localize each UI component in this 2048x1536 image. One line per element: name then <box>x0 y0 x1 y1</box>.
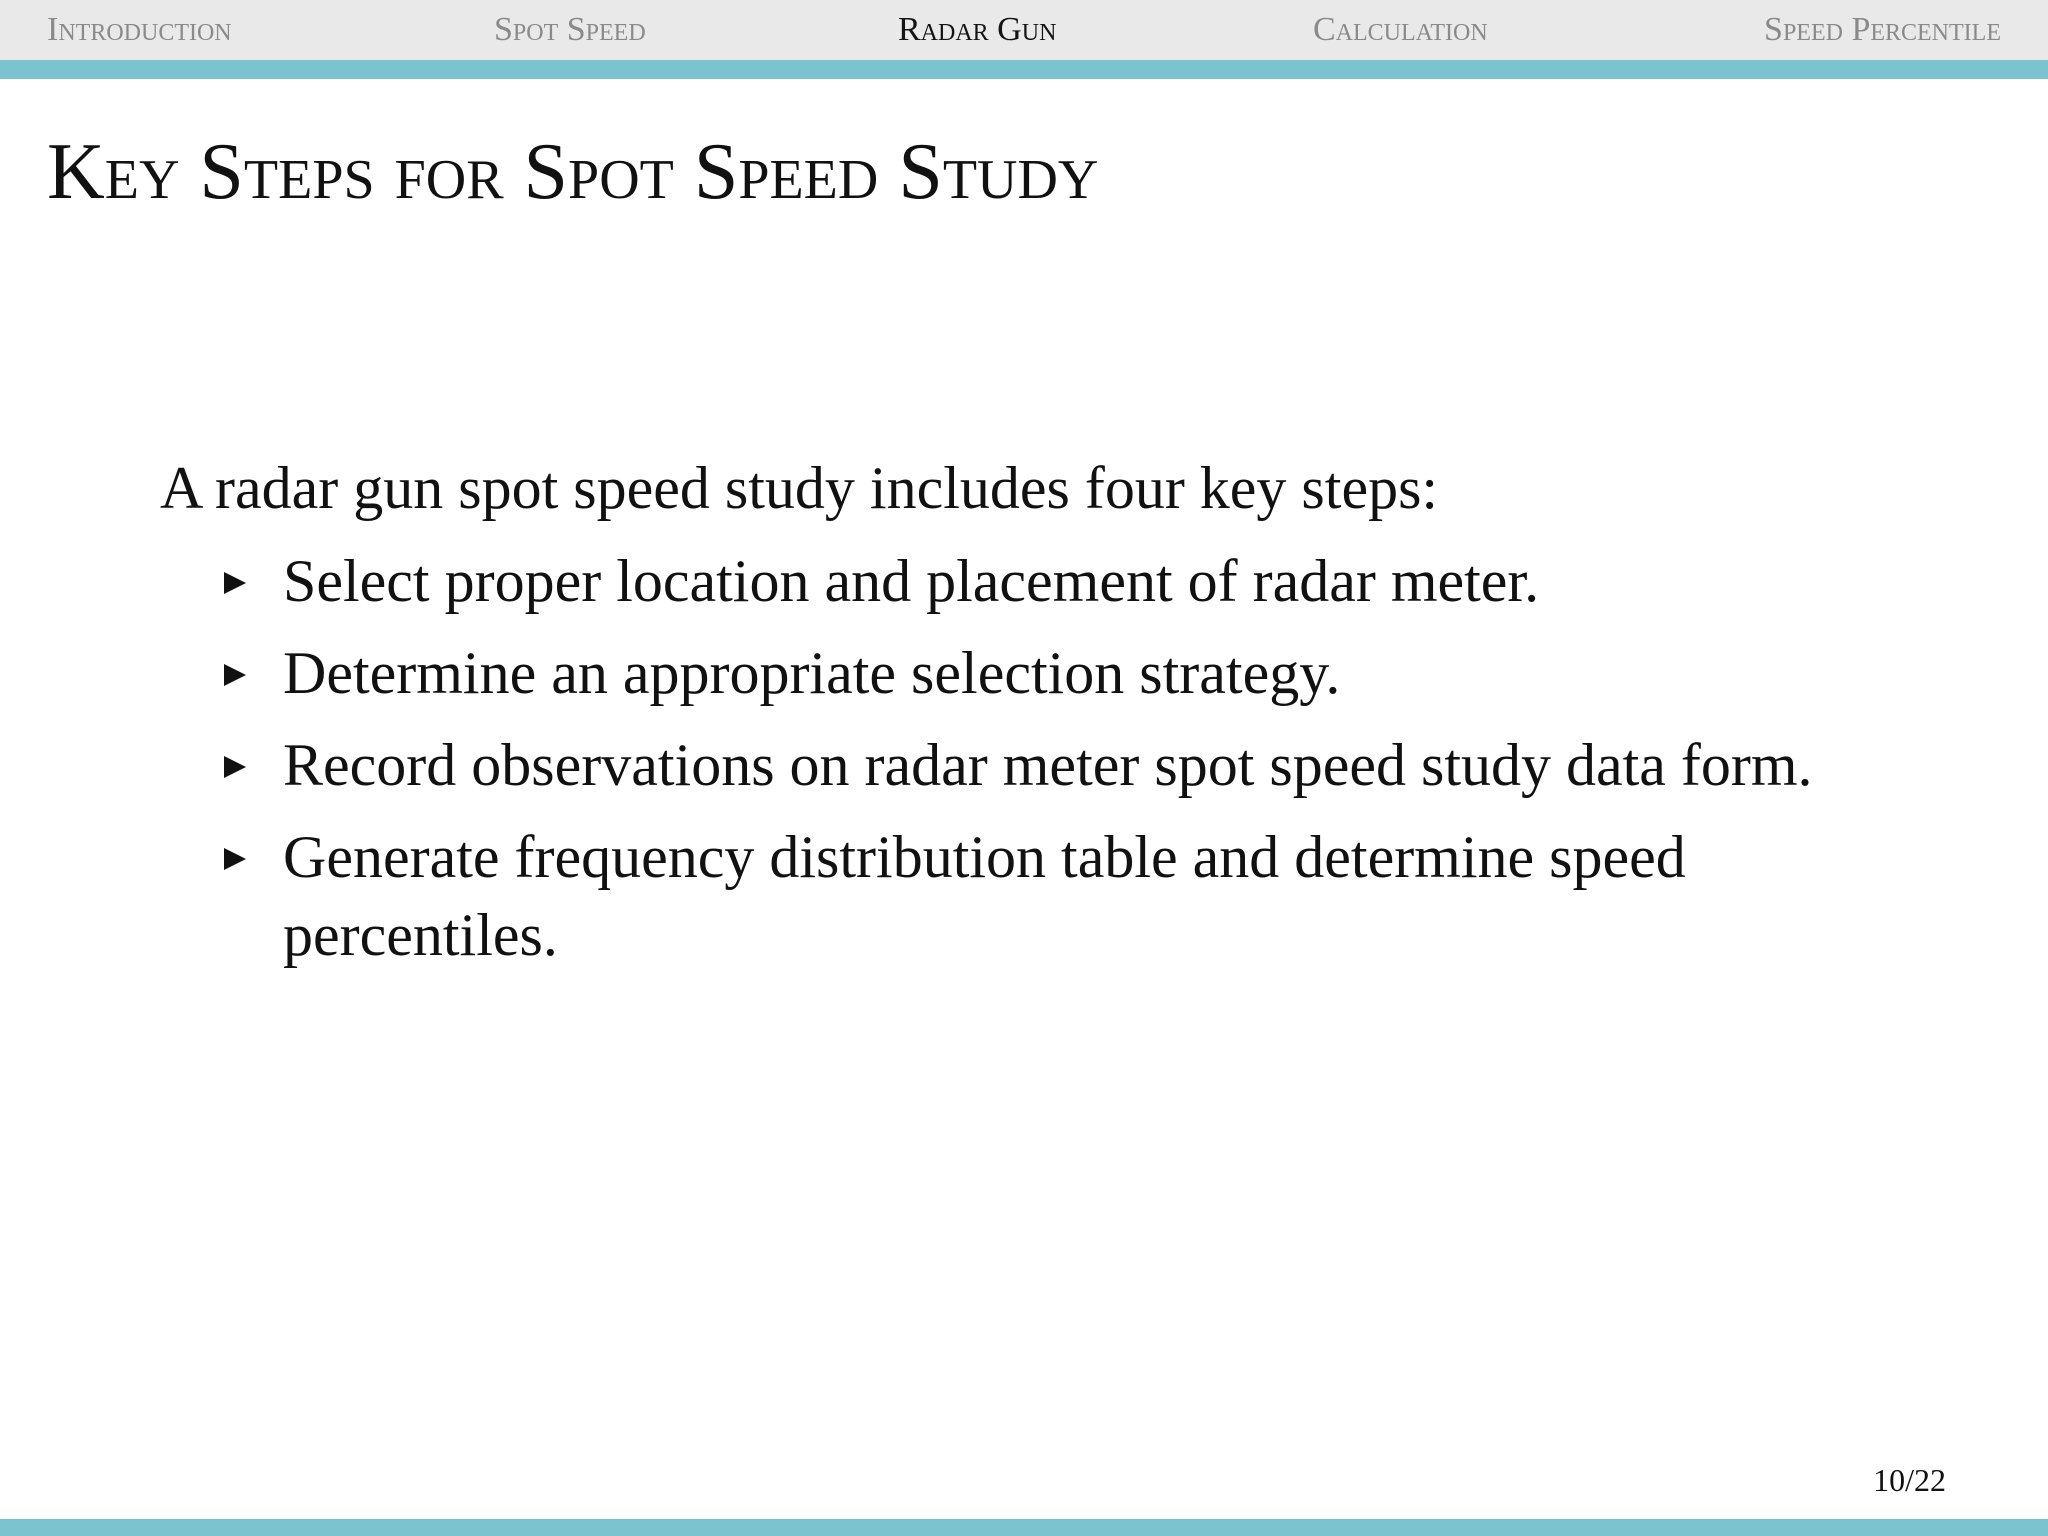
step-item-4 <box>160 818 1920 974</box>
triangle-bullet-icon <box>224 756 246 778</box>
nav-item-spot-speed[interactable]: Spot Speed <box>494 11 646 48</box>
nav-item-calculation[interactable]: Calculation <box>1313 11 1488 48</box>
slide-title: Key Steps for Spot Speed Study <box>47 128 1099 216</box>
steps-list <box>160 542 1920 974</box>
slide-content <box>160 448 1920 988</box>
nav-item-speed-percentile[interactable]: Speed Percentile <box>1764 11 2001 48</box>
step-text: Determine an appropriate selection strategy. <box>283 640 1341 706</box>
step-text: Record observations on radar meter spot speed study data form. <box>283 732 1813 798</box>
triangle-bullet-icon <box>224 664 246 686</box>
header-accent-rule <box>0 60 2048 79</box>
nav-item-introduction[interactable]: Introduction <box>47 11 232 48</box>
step-item-1 <box>160 542 1920 620</box>
triangle-bullet-icon <box>224 848 246 870</box>
triangle-bullet-icon <box>224 572 246 594</box>
step-item-3 <box>160 726 1920 804</box>
step-item-2 <box>160 634 1920 712</box>
nav-item-radar-gun[interactable]: Radar Gun <box>898 11 1057 48</box>
section-navigation-bar <box>0 0 2048 60</box>
step-text: Generate frequency distribution table and determine speed percentiles. <box>283 824 1686 968</box>
page-number: 10/22 <box>1873 1462 1946 1498</box>
step-text: Select proper location and placement of radar meter. <box>283 548 1540 614</box>
intro-text: A radar gun spot speed study includes four key steps: <box>160 455 1439 521</box>
footer-accent-rule <box>0 1519 2048 1536</box>
